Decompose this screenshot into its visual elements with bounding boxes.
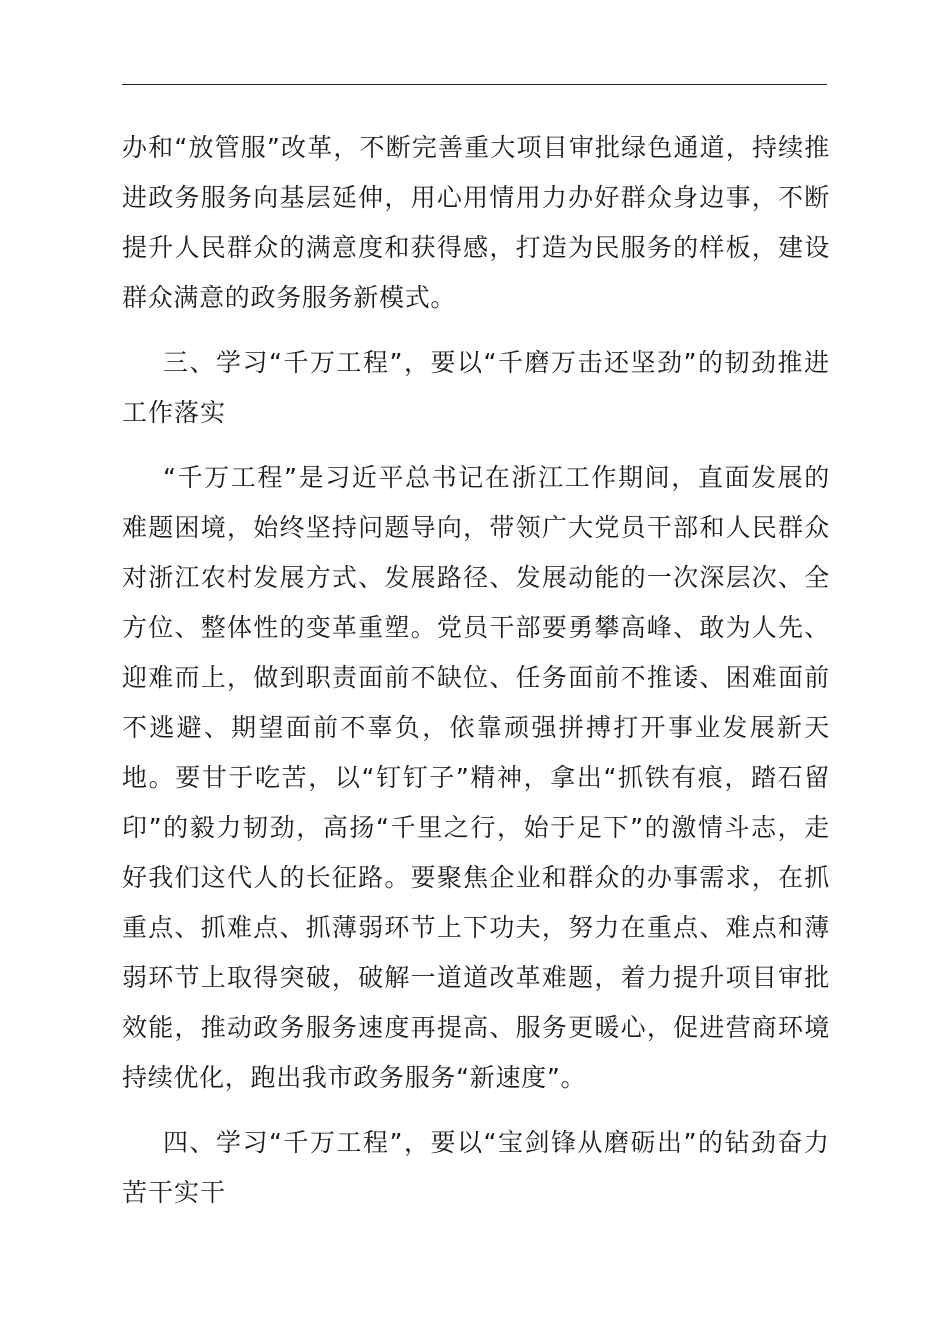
paragraph-continuation: 办和“放管服”改革，不断完善重大项目审批绿色通道，持续推进政务服务向基层延伸，用心用情用力办好群众身边事，不断提升人民群众的满意度和获得感，打造为民服务的样板，建设群众满意的政务服务新模式。 [122,133,830,312]
body-text [122,123,830,1218]
section-heading-four: 四、学习“千万工程”，要以“宝剑锋从磨砺出”的钻劲奋力苦干实干 [122,1128,830,1207]
section-heading-three: 三、学习“千万工程”，要以“千磨万击还坚劲”的韧劲推进工作落实 [122,348,830,427]
header-rule [122,84,827,85]
paragraph-body: “千万工程”是习近平总书记在浙江工作期间，直面发展的难题困境，始终坚持问题导向，带领广大党员干部和人民群众对浙江农村发展方式、发展路径、发展动能的一次深层次、全方位、整体性的变革重塑。党员干部要勇攀高峰、敢为人先、迎难而上，做到职责面前不缺位、任务面前不推诿、困难面前不逃避、期望面前不辜负，依靠顽强拼搏打开事业发展新天地。要甘于吃苦，以“钉钉子”精神，拿出“抓铁有痕，踏石留印”的毅力韧劲，高扬“千里之行，始于足下”的激情斗志，走好我们这代人的长征路。要聚焦企业和群众的办事需求，在抓重点、抓难点、抓薄弱环节上下功夫，努力在重点、难点和薄弱环节上取得突破，破解一道道改革难题，着力提升项目审批效能，推动政务服务速度再提高、服务更暖心，促进营商环境持续优化，跑出我市政务服务“新速度”。 [122,463,830,1092]
